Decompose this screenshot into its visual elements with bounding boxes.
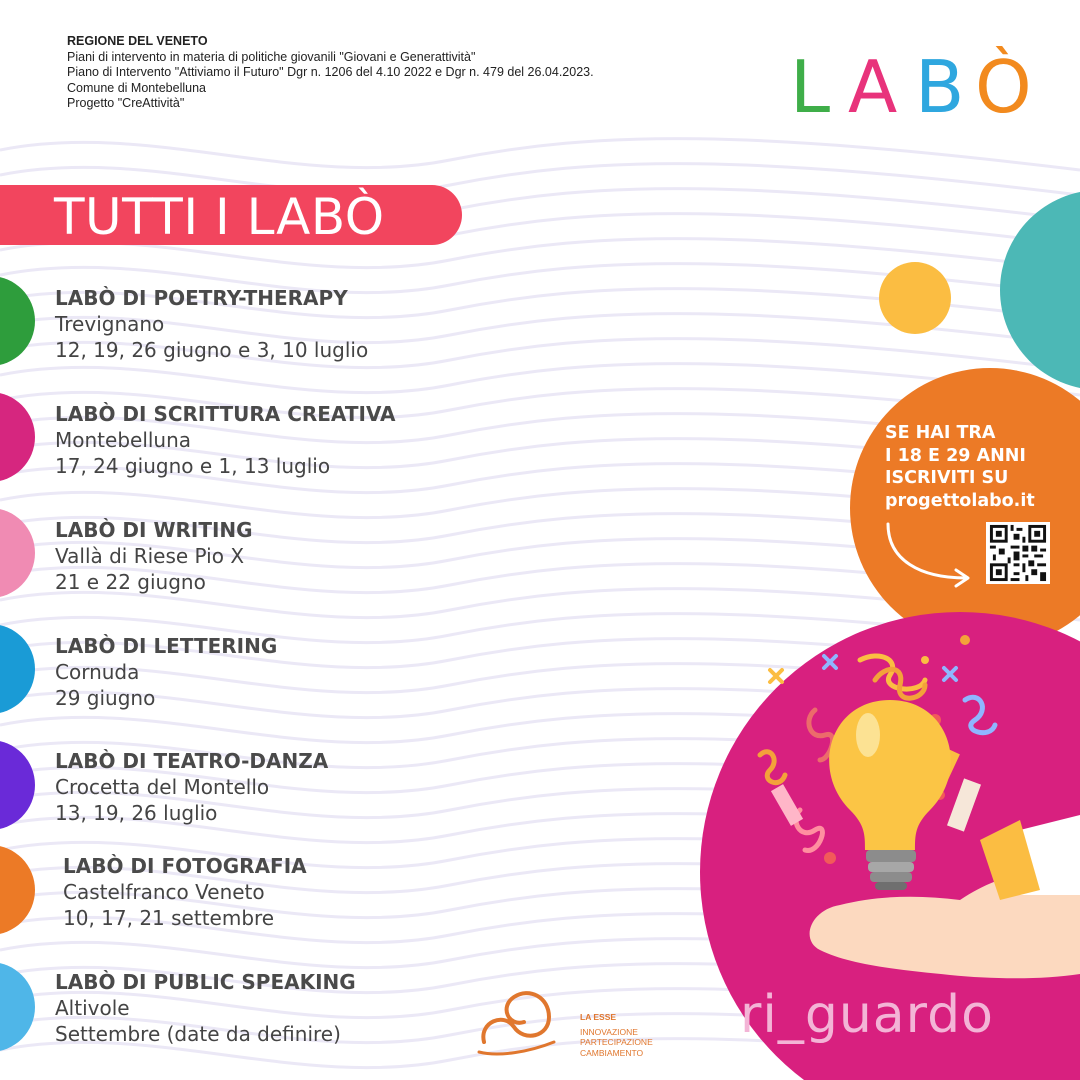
lab-place: Cornuda	[55, 660, 140, 684]
lab-title: LABÒ DI PUBLIC SPEAKING	[55, 970, 356, 994]
lab-title: LABÒ DI LETTERING	[55, 634, 278, 658]
cta-line-3: ISCRIVITI SU	[885, 468, 1009, 488]
riguardo-logo-text: ri_guardo	[740, 985, 994, 1045]
lab-title: LABÒ DI FOTOGRAFIA	[63, 854, 307, 878]
header-line-1: Piani di intervento in materia di politiche giovanili "Giovani e Generattività"	[67, 49, 476, 64]
lab-dates: 13, 19, 26 luglio	[55, 801, 218, 825]
lab-dates: 12, 19, 26 giugno e 3, 10 luglio	[55, 338, 369, 362]
lab-dates: 17, 24 giugno e 1, 13 luglio	[55, 454, 331, 478]
header-line-3: Comune di Montebelluna	[67, 80, 206, 95]
la-esse-logo-icon	[474, 982, 574, 1062]
logo-letter-b: B	[915, 46, 965, 118]
partner-line-2: PARTECIPAZIONE	[580, 1037, 653, 1047]
lab-item-poetry-therapy	[55, 285, 535, 363]
partner-line-1: INNOVAZIONE	[580, 1026, 638, 1037]
lab-title: LABÒ DI WRITING	[55, 518, 253, 542]
logo-letter-l: L	[790, 46, 831, 118]
cta-line-2: I 18 E 29 ANNI	[885, 445, 1026, 466]
lab-item-lettering	[55, 633, 535, 711]
region-title: REGIONE DEL VENETO	[67, 34, 208, 48]
qr-code-icon[interactable]	[986, 522, 1050, 584]
header-block	[67, 34, 767, 112]
arrow-icon	[880, 520, 980, 590]
lab-dates: Settembre (date da definire)	[55, 1022, 341, 1046]
lab-place: Trevignano	[55, 312, 165, 336]
lab-title: LABÒ DI POETRY-THERAPY	[55, 286, 348, 310]
lab-item-fotografia	[63, 853, 543, 931]
lab-item-teatro-danza	[55, 748, 535, 826]
lab-title: LABÒ DI TEATRO-DANZA	[55, 749, 329, 773]
lab-place: Vallà di Riese Pio X	[55, 544, 245, 568]
lab-place: Altivole	[55, 996, 130, 1020]
logo-letter-a: A	[848, 46, 898, 118]
logo-letter-o: Ò	[975, 46, 1032, 118]
lab-dates: 10, 17, 21 settembre	[63, 906, 275, 930]
header-line-4: Progetto "CreAttività"	[67, 96, 185, 110]
lab-place: Crocetta del Montello	[55, 775, 270, 799]
cta-url[interactable]: progettolabo.it	[885, 490, 1035, 511]
header-line-2: Piano di Intervento "Attiviamo il Futuro" Dgr n. 1206 del 4.10 2022 e Dgr n. 479 del 26.04.2023.	[67, 65, 594, 79]
lightbulb-hand-illustration	[740, 630, 1080, 990]
cta-block	[885, 422, 1075, 512]
lab-item-public-speaking	[55, 969, 535, 1047]
lab-dates: 29 giugno	[55, 686, 156, 710]
la-esse-text	[580, 1012, 700, 1058]
yellow-circle	[879, 262, 951, 334]
page-title: TUTTI I LABÒ	[54, 188, 385, 246]
lab-place: Castelfranco Veneto	[63, 880, 265, 904]
lab-item-writing	[55, 517, 535, 595]
lab-dates: 21 e 22 giugno	[55, 570, 206, 594]
lab-title: LABÒ DI SCRITTURA CREATIVA	[55, 402, 396, 426]
partner-line-3: CAMBIAMENTO	[580, 1047, 644, 1058]
partner-name: LA ESSE	[580, 1012, 617, 1022]
cta-line-1: SE HAI TRA	[885, 423, 996, 443]
labo-logo	[790, 46, 1040, 118]
lab-item-scrittura-creativa	[55, 401, 535, 479]
lab-place: Montebelluna	[55, 428, 192, 452]
